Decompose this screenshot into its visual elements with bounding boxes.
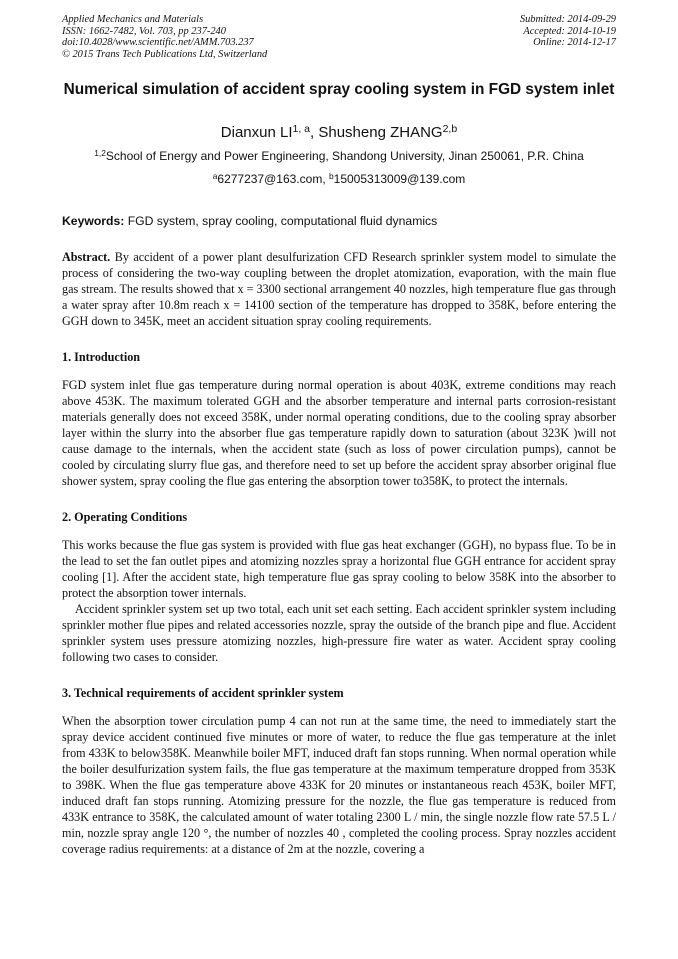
section-paragraph: This works because the flue gas system is provided with flue gas heat exchanger (GGH), no bypass flue. To be in the lead to set the fan outlet pipes and atomizing nozzles spray a horizontal flue GGH entrance for accident spray cooling [1]. After the accident state, high temperature flue gas spray cooling to below 358K into the absorber to protect the absorption tower internals. xyxy=(62,538,616,600)
paper-title: Numerical simulation of accident spray cooling system in FGD system inlet xyxy=(63,81,615,98)
section-paragraph: Accident sprinkler system set up two total, each unit set each setting. Each accident sprinkler system including sprinkler mother flue pipes and related accessories nozzle, spray the outside of the branch pipe and flue. Accident sprinkler system uses pressure atomizing nozzles, high-pressure fire water as water. Accident spray cooling following two cases to consider. xyxy=(62,602,616,664)
affiliation-text: School of Energy and Power Engineering, Shandong University, Jinan 250061, P.R. China xyxy=(105,149,584,163)
section-paragraph: When the absorption tower circulation pump 4 can not run at the same time, the need to immediately start the spray device accident continued five minutes or more of water, to reduce the flue gas temperature at the inlet from 433K to below358K. Meanwhile boiler MFT, induced draft fan stops running. When normal operation while the boiler desulfurization system fails, the flue gas temperature at the maximum temperature dropped from 353K to 398K. When the flue gas temperature above 433K for 20 minutes or instantaneous reach 453K, boiler MFT, induced draft fan stops running. Atomizing pressure for the nozzle, the flue gas temperature is reduced from 433K entrance to 358K, the calculated amount of water totaling 2300 L / min, the single nozzle flow rate 57.5 L / min, nozzle spray angle 120 °, the number of nozzles 40 , completed the cooling process. Spray nozzles accident coverage radius requirements: at a distance of 2m at the nozzle, covering a xyxy=(62,714,616,856)
abstract-label: Abstract. xyxy=(62,250,111,264)
section-heading-operating-conditions: 2. Operating Conditions xyxy=(62,510,188,524)
author-1-affil: 1, a xyxy=(292,123,311,136)
section-heading-introduction: 1. Introduction xyxy=(62,350,141,364)
journal-info xyxy=(62,14,267,60)
author-2: Shusheng ZHANG xyxy=(318,124,443,141)
abstract-text: By accident of a power plant desulfurization CFD Research sprinkler system model to simulate the process of considering the two-way coupling between the droplet atomization, evaporation, with the main flue gas stream. The results showed that x = 3300 sectional arrangement 40 nozzles, high temperature flue gas through a water spray after 10.8m reach x = 14100 section of the temperature has dropped to 358K, before entering the GGH down to 345K, meet an accident situation spray cooling requirements. xyxy=(62,250,616,328)
author-list xyxy=(62,123,616,142)
keywords-text: FGD system, spray cooling, computational fluid dynamics xyxy=(124,214,438,228)
journal-copyright: © 2015 Trans Tech Publications Ltd, Switzerland xyxy=(62,48,268,60)
date-accepted: Accepted: 2014-10-19 xyxy=(523,25,616,37)
publication-dates xyxy=(520,14,616,49)
email-b[interactable]: 15005313009@139.com xyxy=(333,172,466,186)
email-list xyxy=(62,171,616,187)
section-heading-technical-requirements: 3. Technical requirements of accident sprinkler system xyxy=(62,686,344,700)
author-2-affil: 2,b xyxy=(442,123,458,136)
affiliation xyxy=(62,148,616,164)
journal-name: Applied Mechanics and Materials xyxy=(62,14,204,25)
email-a-marker: a xyxy=(212,171,218,182)
affiliation-marker: 1,2 xyxy=(94,148,106,159)
email-a[interactable]: 6277237@163.com, xyxy=(217,172,329,186)
section-paragraph: FGD system inlet flue gas temperature during normal operation is about 403K, extreme conditions may reach above 453K. The maximum tolerated GGH and the absorber temperature and internal parts corrosion-resistant materials generally does not exceed 358K, under normal operating conditions, due to the cooling spray absorber layer within the slurry into the absorber flue gas temperature rapidly down to saturation (about 323K )will not cause damage to the internals, when the accident state (such as loss of power circulation pumps), cannot be cooled by circulating slurry flue gas, and therefore need to set up before the accident spray absorber original flue shower system, spray cooling the flue gas entering the absorption tower to358K, to protect the internals. xyxy=(62,378,616,488)
date-submitted: Submitted: 2014-09-29 xyxy=(519,14,616,25)
author-1: Dianxun LI xyxy=(220,124,293,141)
date-online: Online: 2014-12-17 xyxy=(533,37,616,49)
keywords-label: Keywords: xyxy=(62,214,125,228)
journal-doi[interactable]: doi:10.4028/www.scientific.net/AMM.703.237 xyxy=(62,37,254,49)
keywords xyxy=(62,213,616,229)
paper-body xyxy=(62,249,616,857)
author-separator: , xyxy=(310,124,319,141)
abstract xyxy=(62,249,616,329)
journal-issn: ISSN: 1662-7482, Vol. 703, pp 237-240 xyxy=(62,25,226,37)
email-b-marker: b xyxy=(328,171,334,182)
